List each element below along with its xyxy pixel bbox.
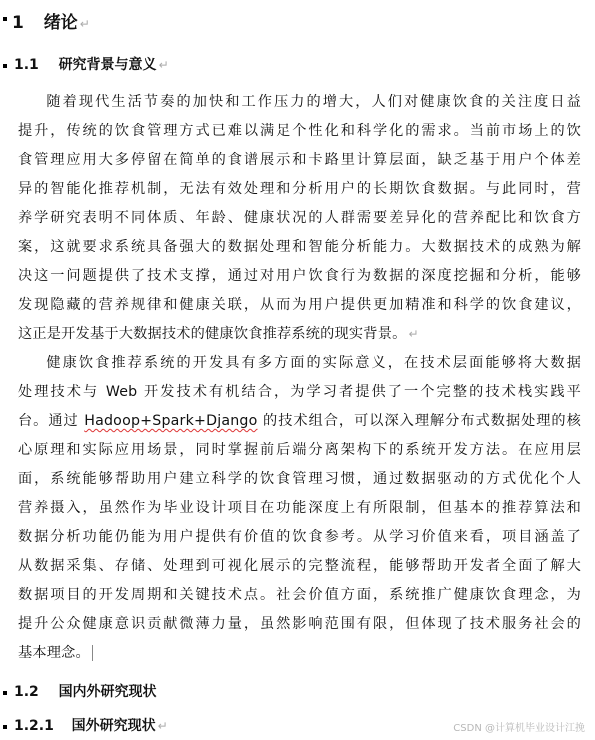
subsection-title: 国外研究现状 <box>71 718 156 734</box>
chapter-title: 绪论 <box>43 13 78 33</box>
text-line <box>18 639 581 668</box>
text-line-content: 基本理念。 <box>18 645 90 661</box>
text-line: 面，系统能够帮助用户建立科学的饮食管理习惯，通过数据驱动的方式优化个人 <box>18 471 581 487</box>
heading-bullet <box>3 64 7 68</box>
text-line: 案，这就要求系统具备强大的数据处理和智能分析能力。大数据技术的成熟为解 <box>18 239 581 255</box>
text-line: 发现隐藏的营养规律和健康关联，从而为用户提供更加精准和科学的饮食建议， <box>18 297 581 313</box>
text-line: 食管理应用大多停留在简单的食谱展示和卡路里计算层面，缺乏基于用户个体差 <box>18 152 581 168</box>
text-line: 提升公众健康意识贡献微薄力量，虽然影响范围有限，但体现了技术服务社会的 <box>18 616 581 632</box>
text-line: 健康饮食推荐系统的开发具有多方面的实际意义，在技术层面能够将大数据 <box>46 355 581 371</box>
subsection-number: 1.2.1 <box>14 718 54 734</box>
spellcheck-underlined-text: Hadoop+Spark+Django <box>84 413 258 429</box>
section-heading-1-1 <box>14 54 169 74</box>
text-line: 提升，传统的饮食管理方式已难以满足个性化和科学化的需求。当前市场上的饮 <box>18 123 581 139</box>
watermark: CSDN @计算机毕业设计江挽 <box>453 723 585 734</box>
section-heading-1-2 <box>14 681 157 701</box>
text-fragment: 台。通过 <box>18 413 85 429</box>
chapter-heading <box>12 8 90 33</box>
paragraph-mark: ↵ <box>157 719 168 733</box>
text-line: 数据项目的开发周期和关键技术点。社会价值方面，系统推广健康饮食理念，为 <box>18 587 581 603</box>
paragraph-mark: ↵ <box>79 17 90 31</box>
text-line: 异的智能化推荐机制，无法有效处理和分析用户的长期饮食数据。与此同时，营 <box>18 181 581 197</box>
text-line: 处理技术与 Web 开发技术有机结合，为学习者提供了一个完整的技术栈实践平 <box>18 384 581 400</box>
section-number: 1.1 <box>14 57 39 73</box>
heading-bullet <box>3 17 7 21</box>
section-title: 研究背景与意义 <box>58 57 157 73</box>
text-cursor[interactable] <box>92 645 93 661</box>
paragraph-mark: ↵ <box>408 327 419 341</box>
heading-bullet <box>3 691 7 695</box>
text-line: 决这一问题提供了技术支撑，通过对用户饮食行为数据的深度挖掘和分析，能够 <box>18 268 581 284</box>
text-line: 数据分析功能仍能为用户提供有价值的饮食参考。从学习价值来看，项目涵盖了 <box>18 529 581 545</box>
text-line: 从数据采集、存储、处理到可视化展示的完整流程，能够帮助开发者全面了解大 <box>18 558 581 574</box>
subsection-heading-1-2-1 <box>14 715 168 735</box>
section-title: 国内外研究现状 <box>58 684 157 700</box>
text-line: 营养摄入，虽然作为毕业设计项目在功能深度上有所限制，但基本的推荐算法和 <box>18 500 581 516</box>
section-number: 1.2 <box>14 684 39 700</box>
text-line: 随着现代生活节奏的加快和工作压力的增大，人们对健康饮食的关注度日益 <box>46 94 581 110</box>
text-line <box>18 320 581 349</box>
paragraph-background <box>18 88 581 349</box>
paragraph-mark: ↵ <box>158 58 169 72</box>
text-line: 养学研究表明不同体质、年龄、健康状况的人群需要差异化的营养配比和饮食方 <box>18 210 581 226</box>
paragraph-significance <box>18 349 581 668</box>
text-line-content: 这正是开发基于大数据技术的健康饮食推荐系统的现实背景。 <box>18 326 407 342</box>
text-line <box>18 407 581 436</box>
text-line: 心原理和实际应用场景，同时掌握前后端分离架构下的系统开发方法。在应用层 <box>18 442 581 458</box>
heading-bullet <box>3 725 7 729</box>
text-fragment: 的技术组合，可以深入理解分布式数据处理的核 <box>257 413 581 429</box>
chapter-number: 1 <box>12 13 24 33</box>
